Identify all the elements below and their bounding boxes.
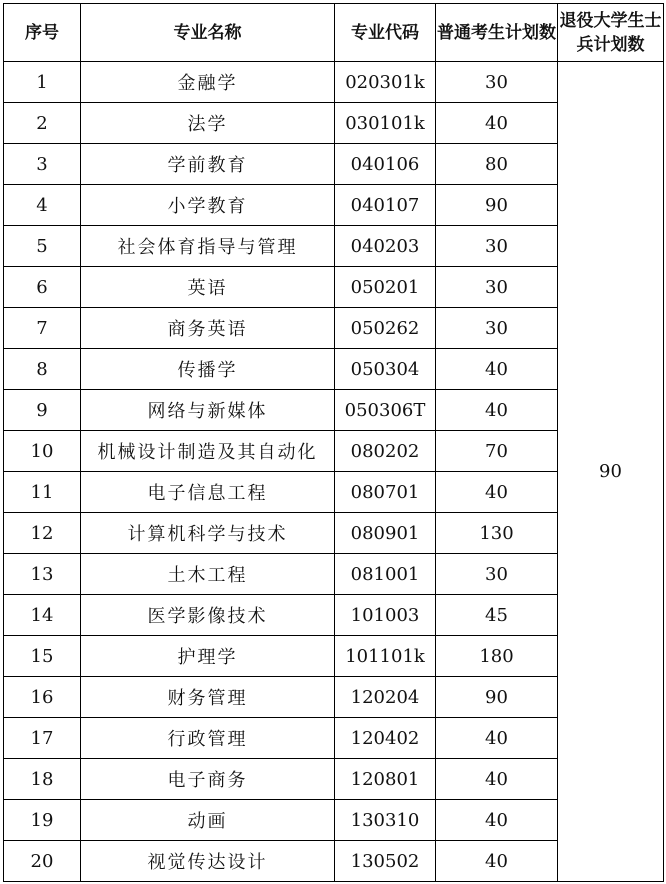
header-regular-plan: 普通考生计划数 (436, 4, 558, 62)
major-code-cell: 130502 (335, 841, 436, 882)
seq-cell: 3 (4, 144, 81, 185)
table-body (4, 62, 664, 882)
major-code-cell: 120402 (335, 718, 436, 759)
major-code-cell: 081001 (335, 554, 436, 595)
major-code-cell: 050304 (335, 349, 436, 390)
major-name-cell: 护理学 (81, 636, 335, 677)
table-row (4, 62, 664, 103)
seq-cell: 18 (4, 759, 81, 800)
seq-cell: 15 (4, 636, 81, 677)
seq-cell: 16 (4, 677, 81, 718)
regular-plan-cell: 40 (436, 800, 558, 841)
major-code-cell: 130310 (335, 800, 436, 841)
veteran-plan-total-cell: 90 (558, 62, 664, 882)
seq-cell: 5 (4, 226, 81, 267)
major-name-cell: 传播学 (81, 349, 335, 390)
major-name-cell: 机械设计制造及其自动化 (81, 431, 335, 472)
regular-plan-cell: 40 (436, 841, 558, 882)
major-name-cell: 行政管理 (81, 718, 335, 759)
seq-cell: 7 (4, 308, 81, 349)
major-name-cell: 英语 (81, 267, 335, 308)
seq-cell: 19 (4, 800, 81, 841)
major-code-cell: 050306T (335, 390, 436, 431)
seq-cell: 20 (4, 841, 81, 882)
major-name-cell: 动画 (81, 800, 335, 841)
major-name-cell: 土木工程 (81, 554, 335, 595)
regular-plan-cell: 80 (436, 144, 558, 185)
major-name-cell: 金融学 (81, 62, 335, 103)
regular-plan-cell: 90 (436, 185, 558, 226)
major-code-cell: 050262 (335, 308, 436, 349)
seq-cell: 1 (4, 62, 81, 103)
regular-plan-cell: 70 (436, 431, 558, 472)
seq-cell: 2 (4, 103, 81, 144)
seq-cell: 9 (4, 390, 81, 431)
regular-plan-cell: 40 (436, 390, 558, 431)
header-veteran-plan: 退役大学生士兵计划数 (558, 4, 664, 62)
regular-plan-cell: 30 (436, 62, 558, 103)
regular-plan-cell: 90 (436, 677, 558, 718)
header-major-code: 专业代码 (335, 4, 436, 62)
major-code-cell: 120204 (335, 677, 436, 718)
major-name-cell: 社会体育指导与管理 (81, 226, 335, 267)
regular-plan-cell: 40 (436, 103, 558, 144)
header-major-name: 专业名称 (81, 4, 335, 62)
major-code-cell: 080202 (335, 431, 436, 472)
seq-cell: 4 (4, 185, 81, 226)
seq-cell: 14 (4, 595, 81, 636)
regular-plan-cell: 130 (436, 513, 558, 554)
major-code-cell: 101003 (335, 595, 436, 636)
major-code-cell: 080901 (335, 513, 436, 554)
major-code-cell: 101101k (335, 636, 436, 677)
major-code-cell: 080701 (335, 472, 436, 513)
regular-plan-cell: 40 (436, 472, 558, 513)
regular-plan-cell: 30 (436, 308, 558, 349)
major-name-cell: 网络与新媒体 (81, 390, 335, 431)
major-name-cell: 商务英语 (81, 308, 335, 349)
regular-plan-cell: 30 (436, 554, 558, 595)
major-code-cell: 030101k (335, 103, 436, 144)
header-seq: 序号 (4, 4, 81, 62)
major-name-cell: 医学影像技术 (81, 595, 335, 636)
table-header-row (4, 4, 664, 62)
major-name-cell: 小学教育 (81, 185, 335, 226)
major-code-cell: 050201 (335, 267, 436, 308)
major-code-cell: 020301k (335, 62, 436, 103)
regular-plan-cell: 40 (436, 718, 558, 759)
major-name-cell: 法学 (81, 103, 335, 144)
enrollment-plan-table (3, 3, 664, 882)
seq-cell: 17 (4, 718, 81, 759)
major-code-cell: 040107 (335, 185, 436, 226)
seq-cell: 13 (4, 554, 81, 595)
regular-plan-cell: 30 (436, 267, 558, 308)
regular-plan-cell: 180 (436, 636, 558, 677)
major-name-cell: 电子信息工程 (81, 472, 335, 513)
major-code-cell: 040203 (335, 226, 436, 267)
major-name-cell: 财务管理 (81, 677, 335, 718)
regular-plan-cell: 30 (436, 226, 558, 267)
regular-plan-cell: 40 (436, 759, 558, 800)
seq-cell: 10 (4, 431, 81, 472)
major-code-cell: 120801 (335, 759, 436, 800)
seq-cell: 6 (4, 267, 81, 308)
seq-cell: 8 (4, 349, 81, 390)
seq-cell: 12 (4, 513, 81, 554)
major-code-cell: 040106 (335, 144, 436, 185)
major-name-cell: 计算机科学与技术 (81, 513, 335, 554)
major-name-cell: 电子商务 (81, 759, 335, 800)
regular-plan-cell: 40 (436, 349, 558, 390)
seq-cell: 11 (4, 472, 81, 513)
major-name-cell: 视觉传达设计 (81, 841, 335, 882)
major-name-cell: 学前教育 (81, 144, 335, 185)
regular-plan-cell: 45 (436, 595, 558, 636)
